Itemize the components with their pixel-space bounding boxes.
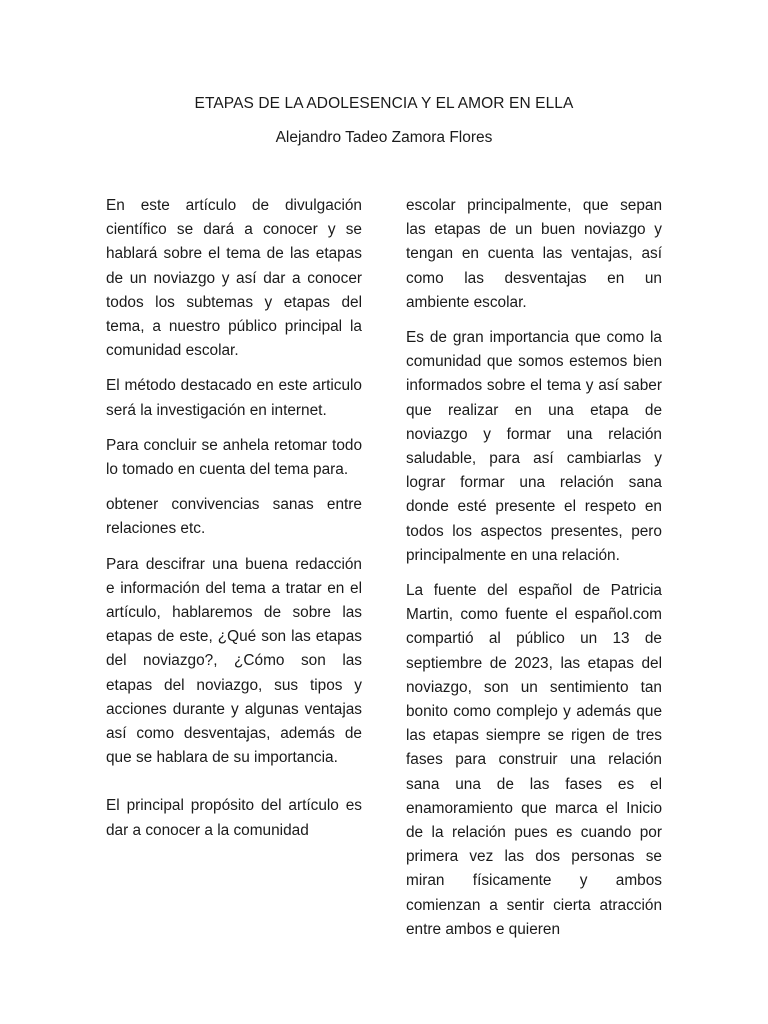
paragraph: Es de gran importancia que como la comunidad que somos estemos bien informados sobre el tema y así saber que realizar en una etapa de noviazgo y formar una relación saludable, para así cambiarlas y lograr formar una relación sana donde esté presente el respeto en todos los aspectos presentes, pero principalmente en una relación. <box>406 329 662 564</box>
author-name: Alejandro Tadeo Zamora Flores <box>275 129 493 146</box>
paragraph: escolar principalmente, que sepan las etapas de un buen noviazgo y tengan en cuenta las ventajas, así como las desventajas en un ambiente escolar. <box>406 197 662 311</box>
paragraph: El método destacado en este articulo será la investigación en internet. <box>106 377 362 419</box>
paragraph: Para concluir se anhela retomar todo lo tomado en cuenta del tema para. <box>106 436 362 479</box>
paragraph: Para descifrar una buena redacción e información del tema a tratar en el artículo, hablaremos de sobre las etapas de este, ¿Qué son las etapas del noviazgo?, ¿Cómo son las etapas del noviazgo, sus tipos y acciones durante y algunas ventajas así como desventajas, además de que se hablara de su importancia. <box>106 555 362 767</box>
paragraph: El principal propósito del artículo es dar a conocer a la comunidad <box>106 797 362 839</box>
right-column <box>406 194 662 953</box>
paragraph: En este artículo de divulgación científico se dará a conocer y se hablará sobre el tema de las etapas de un noviazgo y así dar a conocer todos los subtemas y etapas del tema, a nuestro público principal la comunidad escolar. <box>106 197 362 360</box>
paragraph: La fuente del español de Patricia Martin, como fuente el español.com compartió al público un 13 de septiembre de 2023, las etapas del noviazgo, son un sentimiento tan bonito como complejo y además que las etapas siempre se rigen de tres fases para construir una relación sana una de las fases es el enamoramiento que marca el Inicio de la relación pues es cuando por primera vez las dos personas se miran físicamente y ambos comienzan a sentir cierta atracción entre ambos e quieren <box>406 582 662 938</box>
paragraph: obtener convivencias sanas entre relaciones etc. <box>106 496 362 538</box>
document-title: ETAPAS DE LA ADOLESENCIA Y EL AMOR EN ELLA <box>194 95 574 112</box>
left-column <box>106 194 362 854</box>
